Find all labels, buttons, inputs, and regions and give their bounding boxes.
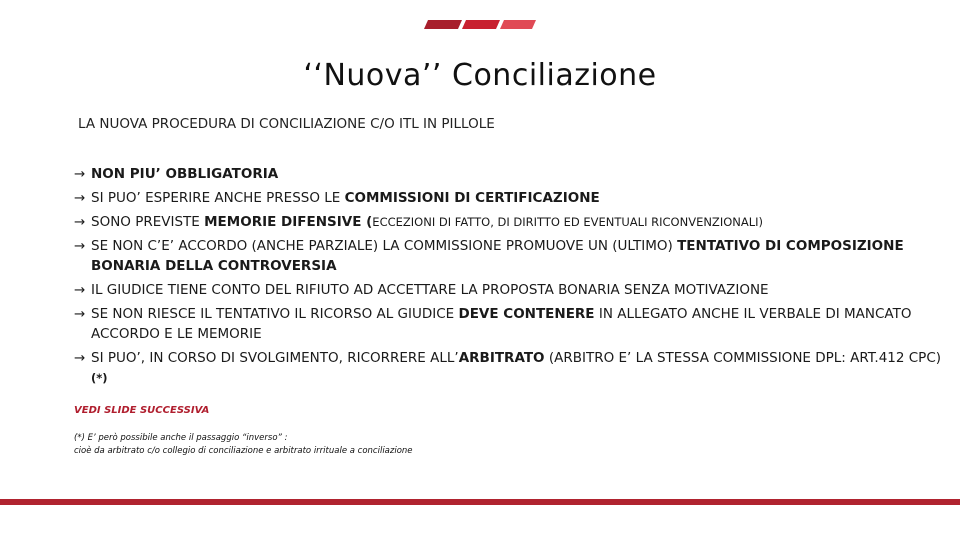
footnote-line: cioè da arbitrato c/o collegio di conciliazione e arbitrato irrituale a conciliazione	[74, 446, 413, 456]
bullet-small-text: ECCEZIONI DI FATTO, DI DIRITTO ED EVENTUALI RICONVENZIONALI)	[372, 215, 764, 229]
bullet-item	[74, 304, 944, 344]
footnote	[74, 432, 413, 458]
page-title: ‘‘Nuova’’ Conciliazione	[303, 58, 657, 93]
bullet-bold-text: ARBITRATO	[458, 350, 545, 366]
arrow-icon: →	[74, 350, 86, 366]
bullet-bold-text: TENTATIVO DI COMPOSIZIONE BONARIA DELLA CONTROVERSIA	[91, 238, 904, 274]
bullet-list	[74, 164, 944, 392]
arrow-icon: →	[74, 166, 86, 182]
bullet-text: (ARBITRO E’ LA STESSA COMMISSIONE DPL: ART.412 CPC)	[544, 350, 942, 366]
bullet-text: SONO PREVISTE	[91, 214, 205, 230]
bullet-text: IL GIUDICE TIENE CONTO DEL RIFIUTO AD ACCETTARE LA PROPOSTA BONARIA SENZA MOTIVAZIONE	[91, 282, 769, 298]
bullet-item	[74, 188, 944, 208]
bullet-text: IN ALLEGATO ANCHE IL VERBALE DI MANCATO ACCORDO E LE MEMORIE	[91, 306, 912, 342]
bullet-text: SI PUO’ ESPERIRE ANCHE PRESSO LE	[91, 190, 345, 206]
bullet-item	[74, 348, 944, 388]
next-slide-link[interactable]: VEDI SLIDE SUCCESSIVA	[74, 405, 210, 416]
bullet-item	[74, 280, 944, 300]
bullet-text: SI PUO’, IN CORSO DI SVOLGIMENTO, RICORRERE ALL’	[91, 350, 459, 366]
bullet-item	[74, 236, 944, 276]
bullet-item	[74, 212, 944, 232]
arrow-icon: →	[74, 306, 86, 322]
bullet-text: SE NON RIESCE IL TENTATIVO IL RICORSO AL GIUDICE	[91, 306, 459, 322]
subtitle: LA NUOVA PROCEDURA DI CONCILIAZIONE C/O ITL IN PILLOLE	[78, 116, 495, 132]
arrow-icon: →	[74, 238, 86, 254]
bullet-text: (	[361, 214, 373, 230]
footnote-marker: (*)	[91, 371, 108, 385]
arrow-icon: →	[74, 282, 86, 298]
bullet-bold-text: NON PIU’ OBBLIGATORIA	[91, 166, 279, 182]
arrow-icon: →	[74, 214, 86, 230]
footnote-line: (*) E’ però possibile anche il passaggio “inverso” :	[74, 433, 288, 443]
logo-stripes-icon	[424, 20, 536, 29]
bullet-bold-text: COMMISSIONI DI CERTIFICAZIONE	[344, 190, 600, 206]
bottom-divider	[0, 499, 960, 505]
bullet-item	[74, 164, 944, 184]
bullet-bold-text: MEMORIE DIFENSIVE	[204, 214, 362, 230]
arrow-icon: →	[74, 190, 86, 206]
bullet-bold-text: DEVE CONTENERE	[458, 306, 595, 322]
bullet-text: SE NON C’E’ ACCORDO (ANCHE PARZIALE) LA COMMISSIONE PROMUOVE UN (ULTIMO)	[91, 238, 678, 254]
